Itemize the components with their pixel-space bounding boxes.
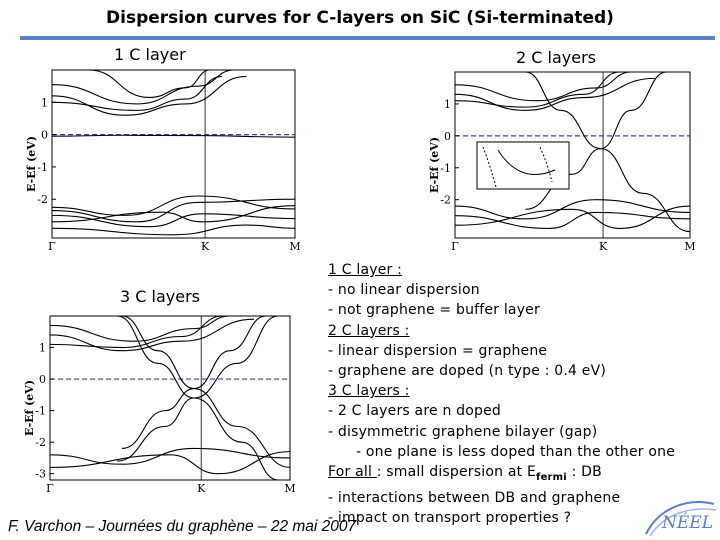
y-tick-label: -2 — [440, 193, 451, 207]
x-tick-label: M — [284, 482, 296, 495]
x-tick-label: Γ — [451, 240, 459, 253]
note-text: : DB — [566, 464, 602, 481]
y-axis-label: E-Ef (eV) — [428, 136, 441, 194]
x-tick-label: M — [289, 240, 301, 253]
y-axis-label: E-Ef (eV) — [25, 135, 38, 193]
slide-title: Dispersion curves for C-layers on SiC (Si-terminated) — [106, 8, 614, 28]
caption-2c: 2 C layers — [516, 48, 596, 67]
note-line: - 2 C layers are n doped — [328, 403, 502, 420]
y-tick-label: -1 — [37, 160, 48, 174]
y-tick-label: 1 — [41, 96, 48, 110]
y-tick-label: 0 — [39, 373, 46, 387]
note-line: - no linear dispersion — [328, 282, 480, 299]
y-tick-label: 1 — [39, 341, 46, 355]
neel-logo — [640, 496, 720, 540]
y-tick-label: -3 — [35, 467, 46, 481]
note-line: - impact on transport properties ? — [328, 510, 572, 527]
x-tick-label: K — [200, 240, 210, 253]
note-line: - one plane is less doped than the other one — [356, 443, 676, 460]
x-tick-label: Γ — [48, 240, 56, 253]
y-tick-label: -1 — [35, 404, 46, 418]
y-tick-label: 0 — [444, 129, 451, 143]
note-line: 2 C layers : — [328, 322, 410, 339]
note-line: 3 C layers : — [328, 383, 410, 400]
slide-footer: F. Varchon – Journées du graphène – 22 mai 2007 — [8, 518, 357, 535]
y-tick-label: -1 — [440, 161, 451, 175]
x-tick-label: K — [197, 482, 206, 495]
y-tick-label: 1 — [444, 97, 451, 111]
caption-3c: 3 C layers — [120, 287, 200, 306]
y-tick-label: -2 — [37, 193, 48, 207]
note-line: - graphene are doped (n type : 0.4 eV) — [328, 363, 607, 380]
x-tick-label: Γ — [46, 482, 54, 495]
note-for-all: For all — [328, 464, 377, 481]
band-line — [50, 316, 223, 348]
note-text: : small dispersion at E — [376, 464, 537, 481]
notes-list — [328, 260, 718, 528]
x-tick-label: M — [684, 240, 696, 253]
note-line: - linear dispersion = graphene — [328, 342, 548, 359]
note-line: - disymmetric graphene bilayer (gap) — [328, 423, 598, 440]
note-line: - interactions between DB and graphene — [328, 490, 621, 507]
y-tick-label: -2 — [35, 436, 46, 450]
band-line — [117, 398, 278, 480]
note-line: 1 C layer : — [328, 262, 403, 278]
note-line: - not graphene = buffer layer — [328, 302, 540, 319]
note-line — [328, 462, 718, 488]
y-tick-label: 0 — [41, 128, 48, 142]
svg-text:NÉEL: NÉEL — [662, 513, 713, 533]
fermi-subscript: fermi — [536, 471, 567, 483]
x-tick-label: K — [598, 240, 608, 253]
y-axis-label: E-Ef (eV) — [23, 379, 36, 437]
caption-1c: 1 C layer — [114, 45, 186, 64]
